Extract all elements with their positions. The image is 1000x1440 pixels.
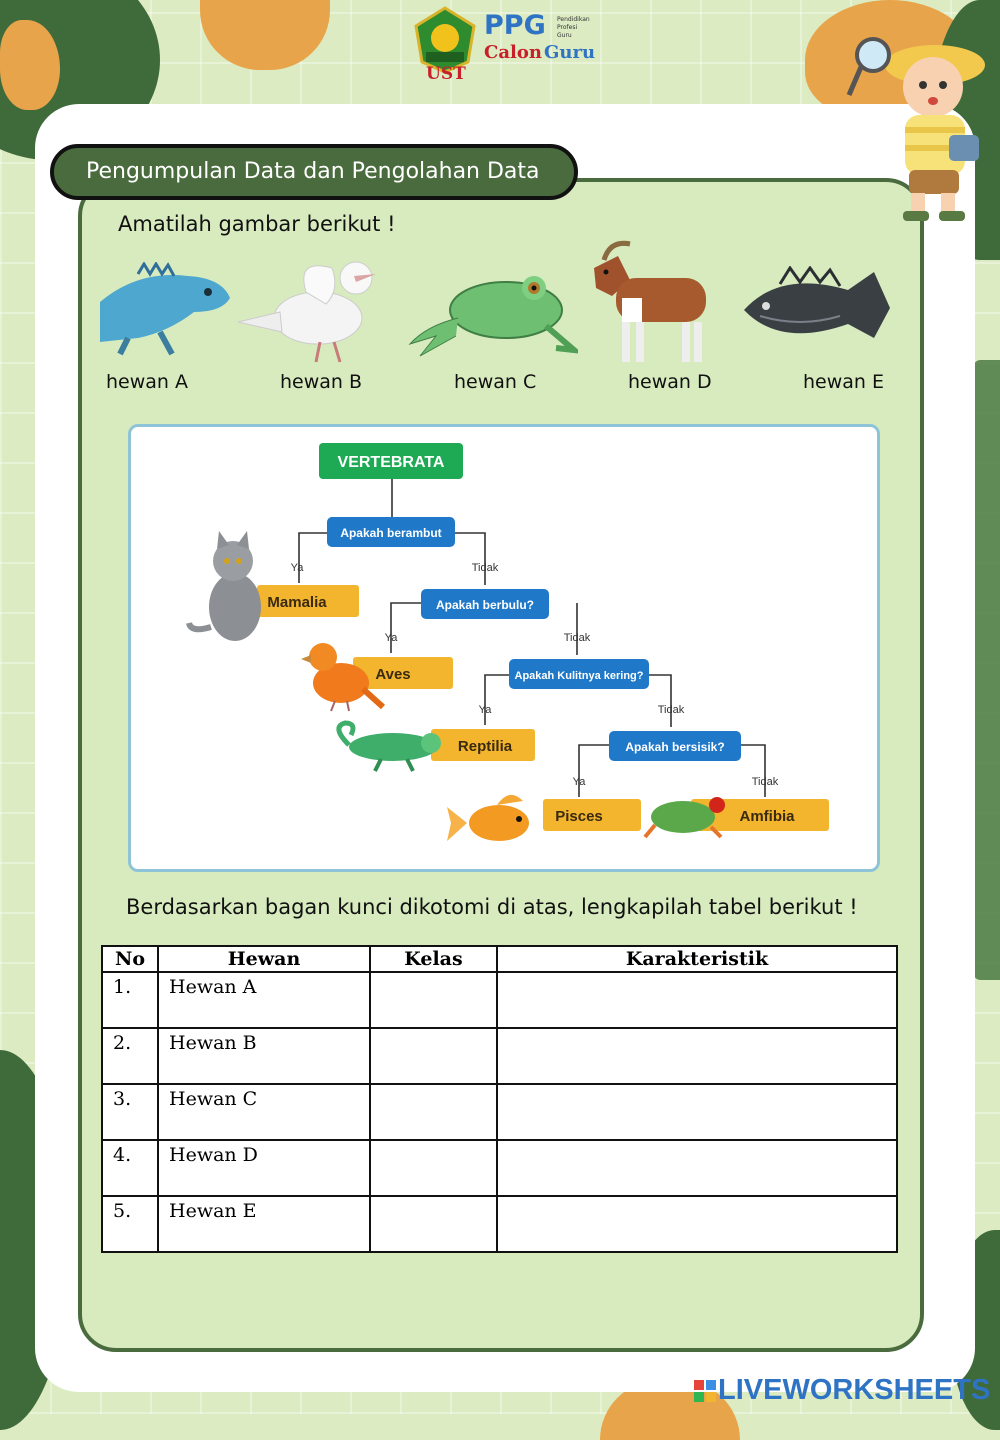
row-number: 4.: [102, 1140, 158, 1196]
key-question-label: Apakah Kulitnya kering?: [514, 670, 644, 682]
dove-icon: [236, 248, 378, 370]
kelas-answer-cell[interactable]: [370, 1084, 497, 1140]
header-hewan: Hewan: [158, 946, 370, 972]
row-animal: Hewan B: [158, 1028, 370, 1084]
iguana-icon: [98, 262, 234, 360]
explorer-kid-icon: [845, 15, 995, 230]
ppg-title: PPG: [484, 10, 546, 41]
table-row: [102, 972, 897, 1028]
key-no-label: Tidak: [657, 704, 685, 716]
row-number: 3.: [102, 1084, 158, 1140]
key-class-label: Amfibia: [739, 808, 795, 825]
liveworksheets-brand[interactable]: LIVEWORKSHEETS: [718, 1374, 991, 1406]
ust-label: UST: [426, 64, 466, 84]
kelas-answer-cell[interactable]: [370, 1140, 497, 1196]
animal-label-c: hewan C: [454, 371, 537, 393]
key-no-label: Tidak: [471, 562, 499, 574]
karakteristik-answer-cell[interactable]: [497, 972, 897, 1028]
row-number: 1.: [102, 972, 158, 1028]
key-class-label: Pisces: [555, 808, 603, 825]
tree-frog-icon: [645, 797, 725, 837]
kelas-answer-cell[interactable]: [370, 1028, 497, 1084]
table-header-row: [102, 946, 897, 972]
key-yes-label: Ya: [384, 632, 398, 644]
key-question-label: Apakah bersisik?: [625, 740, 725, 754]
key-class-label: Mamalia: [267, 594, 327, 611]
header-karakteristik: Karakteristik: [497, 946, 897, 972]
key-class-label: Reptilia: [457, 738, 513, 755]
karakteristik-answer-cell[interactable]: [497, 1084, 897, 1140]
question-text: Berdasarkan bagan kunci dikotomi di atas, lengkapilah tabel berikut !: [126, 895, 858, 919]
animal-label-a: hewan A: [106, 371, 188, 393]
row-number: 2.: [102, 1028, 158, 1084]
table-row: [102, 1140, 897, 1196]
header-no: No: [102, 946, 158, 972]
karakteristik-answer-cell[interactable]: [497, 1196, 897, 1252]
ppg-small-text: Pendidikan Profesi Guru: [557, 16, 590, 39]
row-animal: Hewan E: [158, 1196, 370, 1252]
calon-text: Calon: [484, 42, 542, 63]
fish-icon: [740, 266, 902, 352]
dichotomous-key-diagram: [128, 424, 880, 872]
key-question-label: Apakah berambut: [340, 526, 442, 540]
key-yes-label: Ya: [478, 704, 492, 716]
answer-table: [101, 945, 898, 1253]
row-animal: Hewan D: [158, 1140, 370, 1196]
frog-icon: [406, 266, 578, 362]
key-yes-label: Ya: [290, 562, 304, 574]
table-row: [102, 1196, 897, 1252]
goat-icon: [590, 238, 714, 370]
liveworksheets-logo-icon: [694, 1380, 716, 1402]
key-no-label: Tidak: [563, 632, 591, 644]
key-root-label: VERTEBRATA: [337, 454, 445, 471]
animal-label-d: hewan D: [628, 371, 712, 393]
key-no-label: Tidak: [751, 776, 779, 788]
karakteristik-answer-cell[interactable]: [497, 1140, 897, 1196]
instruction-text: Amatilah gambar berikut !: [118, 212, 396, 236]
key-class-label: Aves: [375, 666, 411, 683]
row-animal: Hewan C: [158, 1084, 370, 1140]
cat-icon: [189, 531, 261, 641]
goldfish-icon: [447, 795, 529, 841]
row-number: 5.: [102, 1196, 158, 1252]
row-animal: Hewan A: [158, 972, 370, 1028]
guru-text: Guru: [544, 42, 596, 63]
karakteristik-answer-cell[interactable]: [497, 1028, 897, 1084]
table-row: [102, 1084, 897, 1140]
kelas-answer-cell[interactable]: [370, 1196, 497, 1252]
key-yes-label: Ya: [572, 776, 586, 788]
header-kelas: Kelas: [370, 946, 497, 972]
section-title: Pengumpulan Data dan Pengolahan Data: [50, 144, 578, 200]
kelas-answer-cell[interactable]: [370, 972, 497, 1028]
animal-label-b: hewan B: [280, 371, 363, 393]
key-question-label: Apakah berbulu?: [435, 598, 535, 612]
table-row: [102, 1028, 897, 1084]
chameleon-icon: [339, 723, 441, 771]
animal-label-e: hewan E: [803, 371, 885, 393]
